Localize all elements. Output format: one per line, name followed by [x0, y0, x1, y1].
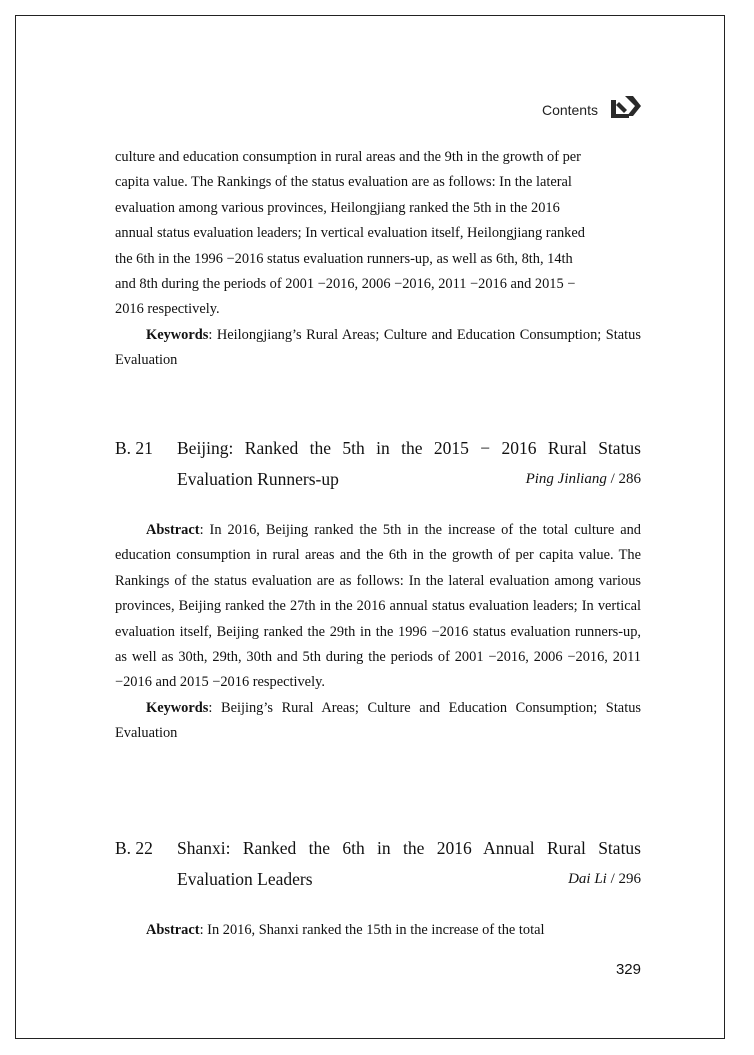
header-label: Contents	[541, 102, 598, 118]
entry-body	[115, 518, 641, 747]
intro-line: culture and education consumption in rural areas and the 9th in the growth of per	[115, 149, 581, 165]
abstract-separator: :	[199, 922, 208, 938]
intro-line: 2016 respectively.	[115, 301, 220, 318]
keywords-separator: :	[208, 699, 221, 716]
abstract-separator: :	[199, 522, 210, 538]
page-separator: /	[606, 471, 619, 487]
entry-author: Ping Jinliang	[525, 471, 607, 487]
running-header	[0, 94, 754, 128]
entry-author-page	[526, 464, 641, 495]
abstract-text: In 2016, Beijing ranked the 5th in the increase of the total culture and education consumption in rural areas and the 6th in the growth of per capita value. The Rankings of the status evaluation are as follows: In the lateral evaluation among various provinces, Beijing ranked the 27th in the 2016 annual status evaluation leaders; In vertical evaluation itself, Beijing ranked the 29th in the 1996 −2016 status evaluation runners-up, as well as 30th, 29th, 30th and 5th during the periods of 2001 −2016, 2006 −2016, 2011 −2016 and 2015 −2016 respectively.	[115, 522, 641, 691]
abstract-text: In 2016, Shanxi ranked the 15th in the increase of the total	[207, 922, 545, 938]
intro-line: evaluation among various provinces, Heilongjiang ranked the 5th in the 2016	[115, 199, 560, 216]
entry-title-continued: Evaluation Runners-up	[177, 469, 339, 489]
entry-page: 286	[618, 471, 641, 487]
intro-line: annual status evaluation leaders; In vertical evaluation itself, Heilongjiang ranked	[115, 225, 585, 242]
entry-title: Shanxi: Ranked the 6th in the 2016 Annual Rural Status	[177, 838, 641, 858]
entry-keywords	[115, 696, 641, 747]
contents-corner-arrow-icon	[608, 94, 644, 126]
keywords-text: Beijing’s Rural Areas; Culture and Education Consumption; Status Evaluation	[115, 699, 641, 742]
entry-abstract	[115, 918, 641, 943]
entry-author: Dai Li	[568, 871, 607, 887]
intro-keywords	[115, 323, 641, 374]
entry-title-continued: Evaluation Leaders	[177, 869, 313, 889]
page-number: 329	[615, 961, 641, 978]
abstract-label: Abstract	[146, 522, 200, 538]
intro-line: capita value. The Rankings of the status evaluation are as follows: In the lateral	[115, 174, 572, 191]
keywords-separator: :	[208, 326, 217, 343]
entry-page: 296	[618, 871, 641, 887]
entry-title: Beijing: Ranked the 5th in the 2015 − 2016 Rural Status	[177, 438, 641, 458]
intro-line: and 8th during the periods of 2001 −2016, 2006 −2016, 2011 −2016 and 2015 −	[115, 276, 576, 293]
keywords-text: Heilongjiang’s Rural Areas; Culture and Education Consumption; Status Evaluation	[115, 326, 641, 369]
intro-block	[115, 145, 641, 374]
abstract-label: Abstract	[146, 922, 200, 938]
entry-id: B. 22	[115, 838, 153, 858]
keywords-label: Keywords	[146, 326, 209, 343]
keywords-label: Keywords	[146, 699, 209, 716]
entry-id: B. 21	[115, 438, 153, 458]
entry-author-page	[568, 864, 641, 895]
intro-abstract	[115, 145, 641, 323]
entry-body	[115, 918, 641, 943]
intro-line: the 6th in the 1996 −2016 status evaluation runners-up, as well as 6th, 8th, 14th	[115, 250, 573, 267]
page-separator: /	[606, 871, 619, 887]
entry-abstract	[115, 518, 641, 696]
